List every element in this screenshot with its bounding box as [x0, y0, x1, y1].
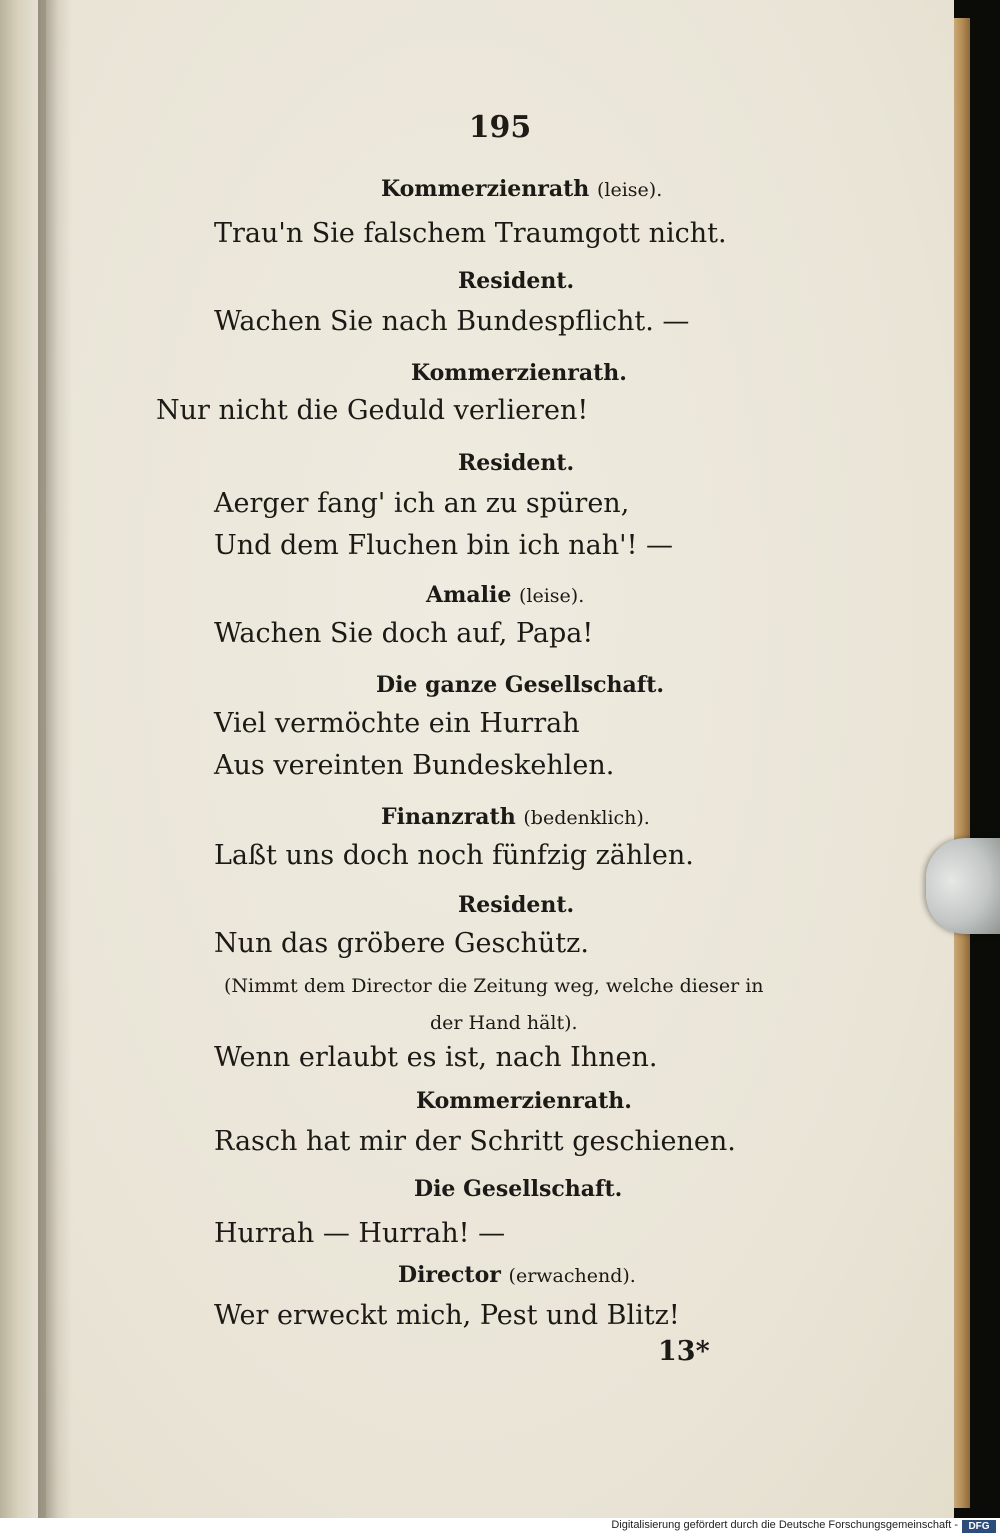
page-stack-edge [954, 18, 970, 1508]
dfg-logo-icon: DFG [962, 1520, 996, 1533]
speaker-name: Kommerzienrath. [411, 360, 627, 386]
funding-notice: Digitalisierung gefördert durch die Deutsche Forschungsgemeinschaft - [611, 1519, 958, 1531]
speaker-line [411, 360, 627, 386]
speaker-name: Amalie [426, 582, 512, 608]
speaker-name: Kommerzienrath [381, 176, 590, 202]
signature-mark: 13* [658, 1336, 710, 1367]
gutter-shadow [38, 0, 72, 1518]
verse-line: Nun das gröbere Geschütz. [214, 928, 589, 959]
verse-line: Nur nicht die Geduld verlieren! [156, 395, 589, 426]
speaker-line [458, 268, 574, 294]
speaker-line [414, 1176, 622, 1202]
verse-line: Trau'n Sie falschem Traumgott nicht. [214, 218, 727, 249]
speaker-name: Resident. [458, 268, 575, 294]
speaker-line [426, 582, 584, 608]
stage-direction-line: der Hand hält). [430, 1012, 578, 1034]
scan-clamp [926, 838, 1000, 934]
speaker-line [381, 804, 650, 830]
speaker-line [458, 892, 574, 918]
speaker-name: Director [398, 1262, 501, 1288]
verse-line: Wenn erlaubt es ist, nach Ihnen. [214, 1042, 658, 1073]
book-page [46, 0, 954, 1518]
verse-line: Wer erweckt mich, Pest und Blitz! [214, 1300, 680, 1331]
stage-direction-line: (Nimmt dem Director die Zeitung weg, welche dieser in [224, 975, 764, 997]
speaker-line [381, 176, 662, 202]
verse-line: Rasch hat mir der Schritt geschienen. [214, 1126, 736, 1157]
page-number: 195 [468, 110, 532, 145]
verse-line: Laßt uns doch noch fünfzig zählen. [214, 840, 694, 871]
speaker-line [458, 450, 574, 476]
verse-line: Wachen Sie doch auf, Papa! [214, 618, 594, 649]
stage-direction: (erwachend). [508, 1265, 636, 1287]
stage-direction: (bedenklich). [523, 807, 650, 829]
stage-direction: (leise). [596, 179, 663, 201]
verse-line: Hurrah — Hurrah! — [214, 1218, 506, 1249]
speaker-line [416, 1088, 632, 1114]
verse-line: Wachen Sie nach Bundespflicht. — [214, 306, 690, 337]
speaker-name: Kommerzienrath. [416, 1088, 632, 1114]
speaker-line [398, 1262, 636, 1288]
stage-direction: (leise). [519, 585, 585, 607]
speaker-line [376, 672, 664, 698]
page-content [46, 0, 954, 1518]
verse-line: Aus vereinten Bundeskehlen. [214, 750, 615, 781]
verse-line: Viel vermöchte ein Hurrah [214, 708, 580, 739]
verse-line: Aerger fang' ich an zu spüren, [214, 488, 630, 519]
verse-line: Und dem Fluchen bin ich nah'! — [214, 530, 674, 561]
speaker-name: Resident. [458, 892, 575, 918]
speaker-name: Die Gesellschaft. [414, 1176, 623, 1202]
speaker-name: Die ganze Gesellschaft. [376, 672, 665, 698]
speaker-name: Resident. [458, 450, 575, 476]
speaker-name: Finanzrath [381, 804, 516, 830]
